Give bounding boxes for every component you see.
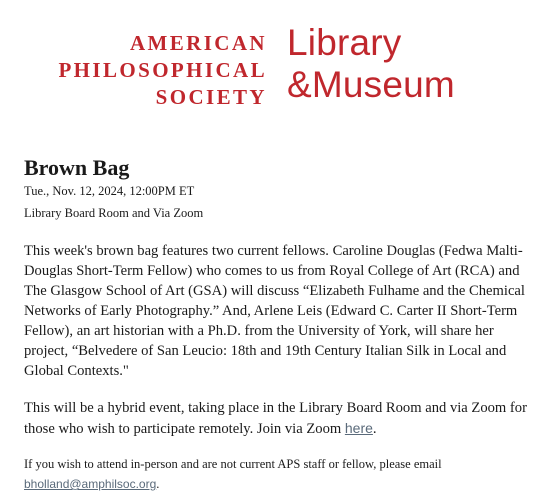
logo-society-name bbox=[58, 30, 267, 111]
event-description: This week's brown bag features two current fellows. Caroline Douglas (Fedwa Malti-Douglas Short-Term Fellow) who comes to us from Royal College of Art (RCA) and The Glasgow School of Art (GSA) will discuss “Elizabeth Fulhame and the Chemical Networks of Early Photography.” And, Arlene Leis (Edward C. Carter II Short-Term Fellow), an art historian with a Ph.D. from the University of York, will share her project, “Belvedere of San Leucio: 18th and 19th Century Italian Silk in Local and Global Contexts." bbox=[24, 243, 525, 379]
contact-email-link[interactable]: bholland@amphilsoc.org bbox=[24, 477, 157, 491]
logo-line-society: SOCIETY bbox=[155, 85, 267, 109]
event-location: Library Board Room and Via Zoom bbox=[24, 206, 204, 220]
logo-line-library: Library bbox=[287, 22, 402, 63]
hybrid-text: This will be a hybrid event, taking place in the Library Board Room and via Zoom for those who wish to participate remotely. Join via Zoom bbox=[24, 400, 527, 437]
logo-library-museum bbox=[287, 22, 455, 106]
event-content bbox=[24, 156, 536, 494]
event-title: Brown Bag bbox=[24, 155, 130, 180]
event-hybrid-info bbox=[24, 398, 536, 439]
logo-line-american: AMERICAN bbox=[129, 31, 267, 55]
logo-line-philosophical: PHILOSOPHICAL bbox=[58, 58, 267, 82]
zoom-link[interactable]: here bbox=[344, 420, 373, 436]
email-end: . bbox=[156, 477, 160, 491]
logo-line-museum: &Museum bbox=[287, 64, 455, 105]
hybrid-end: . bbox=[372, 421, 377, 437]
event-datetime: Tue., Nov. 12, 2024, 12:00PM ET bbox=[24, 184, 195, 198]
inperson-text: If you wish to attend in-person and are not current APS staff or fellow, please email bbox=[24, 457, 442, 471]
event-inperson-info bbox=[24, 454, 536, 494]
aps-logo bbox=[0, 0, 551, 120]
